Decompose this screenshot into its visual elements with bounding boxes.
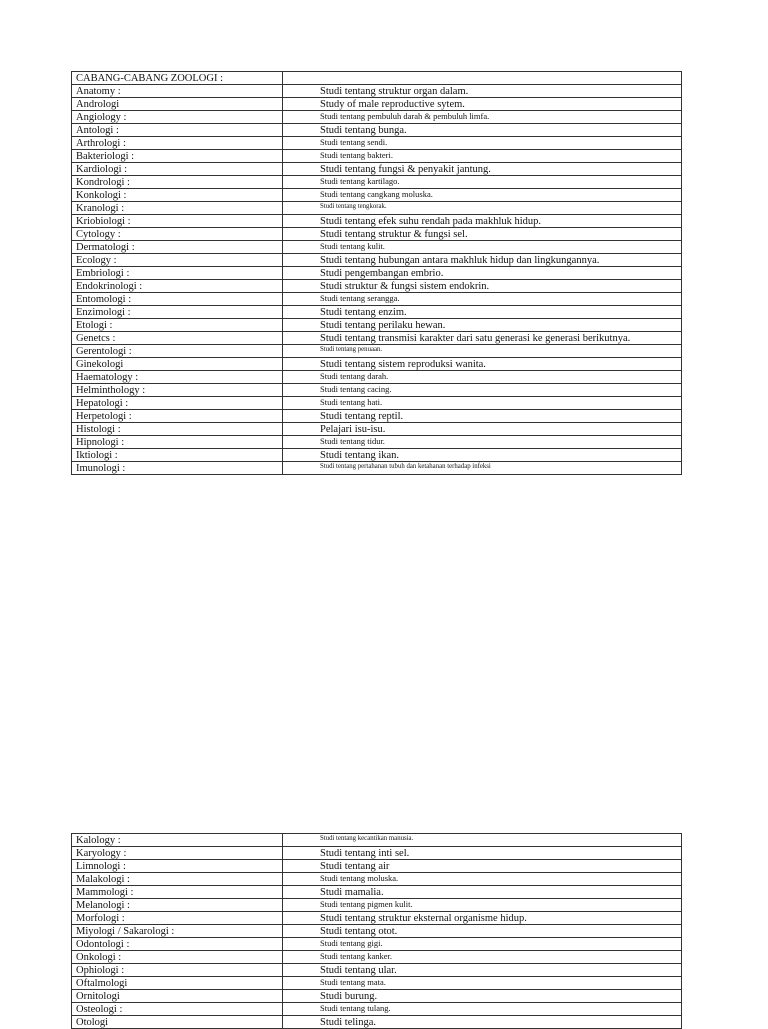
- branch-definition: Studi tentang sistem reproduksi wanita.: [283, 358, 682, 371]
- branch-term: Onkologi :: [72, 951, 283, 964]
- branch-definition: Studi tentang kecantikan manusia.: [283, 834, 682, 847]
- table-row: [72, 1003, 682, 1016]
- table-row: [72, 990, 682, 1003]
- branch-term: Dermatologi :: [72, 241, 283, 254]
- table-row: [72, 306, 682, 319]
- branch-definition: Studi struktur & fungsi sistem endokrin.: [283, 280, 682, 293]
- branch-definition: Studi tentang ular.: [283, 964, 682, 977]
- branch-term: Genetcs :: [72, 332, 283, 345]
- branch-definition: Studi tentang gigi.: [283, 938, 682, 951]
- table-row: [72, 873, 682, 886]
- branch-definition: Studi tentang sendi.: [283, 137, 682, 150]
- branch-term: Herpetologi :: [72, 410, 283, 423]
- branch-definition: Studi tentang kanker.: [283, 951, 682, 964]
- branch-term: Gerentologi :: [72, 345, 283, 358]
- branch-term: Kalology :: [72, 834, 283, 847]
- branch-definition: Studi tentang struktur eksternal organisme hidup.: [283, 912, 682, 925]
- table-row: [72, 951, 682, 964]
- branch-definition: Studi tentang kulit.: [283, 241, 682, 254]
- branch-term: Odontologi :: [72, 938, 283, 951]
- table-row: [72, 215, 682, 228]
- table-row: [72, 371, 682, 384]
- branch-definition: Studi tentang tengkorak.: [283, 202, 682, 215]
- branch-definition: Studi tentang cangkang moluska.: [283, 189, 682, 202]
- branch-definition: Studi tentang pembuluh darah & pembuluh limfa.: [283, 111, 682, 124]
- table-row: [72, 358, 682, 371]
- table-2-body: [72, 834, 682, 1029]
- branch-term: Melanologi :: [72, 899, 283, 912]
- branch-term: Imunologi :: [72, 462, 283, 475]
- branch-definition: Studi tentang moluska.: [283, 873, 682, 886]
- table-title: CABANG-CABANG ZOOLOGI :: [72, 72, 283, 85]
- branch-definition: Studi tentang efek suhu rendah pada makhluk hidup.: [283, 215, 682, 228]
- branch-definition: Pelajari isu-isu.: [283, 423, 682, 436]
- zoology-branches-table-1: [71, 71, 682, 475]
- table-row: [72, 280, 682, 293]
- branch-definition: Studi tentang darah.: [283, 371, 682, 384]
- table-title-empty-cell: [283, 72, 682, 85]
- table-row: [72, 150, 682, 163]
- branch-definition: Studi tentang fungsi & penyakit jantung.: [283, 163, 682, 176]
- table-row: [72, 293, 682, 306]
- branch-term: Histologi :: [72, 423, 283, 436]
- branch-term: Ginekologi: [72, 358, 283, 371]
- branch-definition: Studi telinga.: [283, 1016, 682, 1029]
- table-row: [72, 449, 682, 462]
- branch-term: Malakologi :: [72, 873, 283, 886]
- branch-definition: Studi tentang penuaan.: [283, 345, 682, 358]
- table-row: [72, 462, 682, 475]
- branch-definition: Studi tentang kartilago.: [283, 176, 682, 189]
- branch-definition: Studi tentang mata.: [283, 977, 682, 990]
- branch-definition: Studi tentang cacing.: [283, 384, 682, 397]
- branch-term: Morfologi :: [72, 912, 283, 925]
- branch-definition: Studi tentang reptil.: [283, 410, 682, 423]
- table-row: [72, 228, 682, 241]
- table-row: [72, 98, 682, 111]
- table-row: [72, 267, 682, 280]
- table-row: [72, 176, 682, 189]
- table-row: [72, 124, 682, 137]
- branch-definition: Studi tentang tulang.: [283, 1003, 682, 1016]
- branch-definition: Studi tentang air: [283, 860, 682, 873]
- branch-term: Kranologi :: [72, 202, 283, 215]
- table-row: [72, 384, 682, 397]
- table-row: [72, 860, 682, 873]
- table-row: [72, 254, 682, 267]
- table-row: [72, 345, 682, 358]
- branch-definition: Studi tentang struktur & fungsi sel.: [283, 228, 682, 241]
- branch-term: Mammologi :: [72, 886, 283, 899]
- table-header-row: [72, 72, 682, 85]
- branch-definition: Studi tentang transmisi karakter dari satu generasi ke generasi berikutnya.: [283, 332, 682, 345]
- table-row: [72, 436, 682, 449]
- table-row: [72, 977, 682, 990]
- branch-term: Osteologi :: [72, 1003, 283, 1016]
- branch-term: Haematology :: [72, 371, 283, 384]
- branch-definition: Studi tentang perilaku hewan.: [283, 319, 682, 332]
- table-row: [72, 925, 682, 938]
- table-row: [72, 332, 682, 345]
- table-row: [72, 202, 682, 215]
- branch-term: Enzimologi :: [72, 306, 283, 319]
- branch-term: Bakteriologi :: [72, 150, 283, 163]
- branch-term: Anatomy :: [72, 85, 283, 98]
- zoology-branches-table-2: [71, 833, 682, 1029]
- table-row: [72, 410, 682, 423]
- branch-definition: Studi tentang hubungan antara makhluk hidup dan lingkungannya.: [283, 254, 682, 267]
- branch-definition: Studi pengembangan embrio.: [283, 267, 682, 280]
- table-row: [72, 111, 682, 124]
- branch-term: Ecology :: [72, 254, 283, 267]
- branch-term: Kriobiologi :: [72, 215, 283, 228]
- branch-definition: Studi mamalia.: [283, 886, 682, 899]
- branch-definition: Studi tentang bakteri.: [283, 150, 682, 163]
- table-row: [72, 912, 682, 925]
- table-row: [72, 163, 682, 176]
- branch-term: Iktiologi :: [72, 449, 283, 462]
- table-row: [72, 85, 682, 98]
- branch-definition: Studi burung.: [283, 990, 682, 1003]
- branch-term: Entomologi :: [72, 293, 283, 306]
- branch-definition: Studi tentang pertahanan tubuh dan ketahanan terhadap infeksi: [283, 462, 682, 475]
- branch-term: Miyologi / Sakarologi :: [72, 925, 283, 938]
- table-row: [72, 241, 682, 254]
- branch-definition: Studi tentang bunga.: [283, 124, 682, 137]
- branch-term: Ophiologi :: [72, 964, 283, 977]
- branch-definition: Studi tentang ikan.: [283, 449, 682, 462]
- table-row: [72, 1016, 682, 1029]
- branch-term: Oftalmologi: [72, 977, 283, 990]
- branch-definition: Studi tentang serangga.: [283, 293, 682, 306]
- table-row: [72, 964, 682, 977]
- branch-definition: Studi tentang inti sel.: [283, 847, 682, 860]
- branch-definition: Studi tentang enzim.: [283, 306, 682, 319]
- branch-term: Konkologi :: [72, 189, 283, 202]
- table-row: [72, 137, 682, 150]
- branch-term: Endokrinologi :: [72, 280, 283, 293]
- branch-term: Etologi :: [72, 319, 283, 332]
- branch-definition: Studi tentang hati.: [283, 397, 682, 410]
- table-row: [72, 847, 682, 860]
- branch-term: Kondrologi :: [72, 176, 283, 189]
- branch-definition: Studi tentang pigmen kulit.: [283, 899, 682, 912]
- table-row: [72, 319, 682, 332]
- table-row: [72, 423, 682, 436]
- branch-term: Kardiologi :: [72, 163, 283, 176]
- branch-term: Cytology :: [72, 228, 283, 241]
- table-row: [72, 899, 682, 912]
- branch-definition: Studi tentang struktur organ dalam.: [283, 85, 682, 98]
- branch-term: Karyology :: [72, 847, 283, 860]
- branch-term: Arthrologi :: [72, 137, 283, 150]
- branch-definition: Studi tentang otot.: [283, 925, 682, 938]
- branch-term: Hepatologi :: [72, 397, 283, 410]
- branch-definition: Studi tentang tidur.: [283, 436, 682, 449]
- branch-term: Ornitologi: [72, 990, 283, 1003]
- branch-term: Otologi: [72, 1016, 283, 1029]
- branch-term: Embriologi :: [72, 267, 283, 280]
- table-row: [72, 834, 682, 847]
- branch-term: Antologi :: [72, 124, 283, 137]
- branch-term: Andrologi: [72, 98, 283, 111]
- branch-term: Hipnologi :: [72, 436, 283, 449]
- table-1-body: [72, 72, 682, 475]
- table-row: [72, 886, 682, 899]
- table-row: [72, 189, 682, 202]
- branch-term: Angiology :: [72, 111, 283, 124]
- table-row: [72, 938, 682, 951]
- branch-term: Limnologi :: [72, 860, 283, 873]
- branch-definition: Study of male reproductive sytem.: [283, 98, 682, 111]
- table-row: [72, 397, 682, 410]
- branch-term: Helminthology :: [72, 384, 283, 397]
